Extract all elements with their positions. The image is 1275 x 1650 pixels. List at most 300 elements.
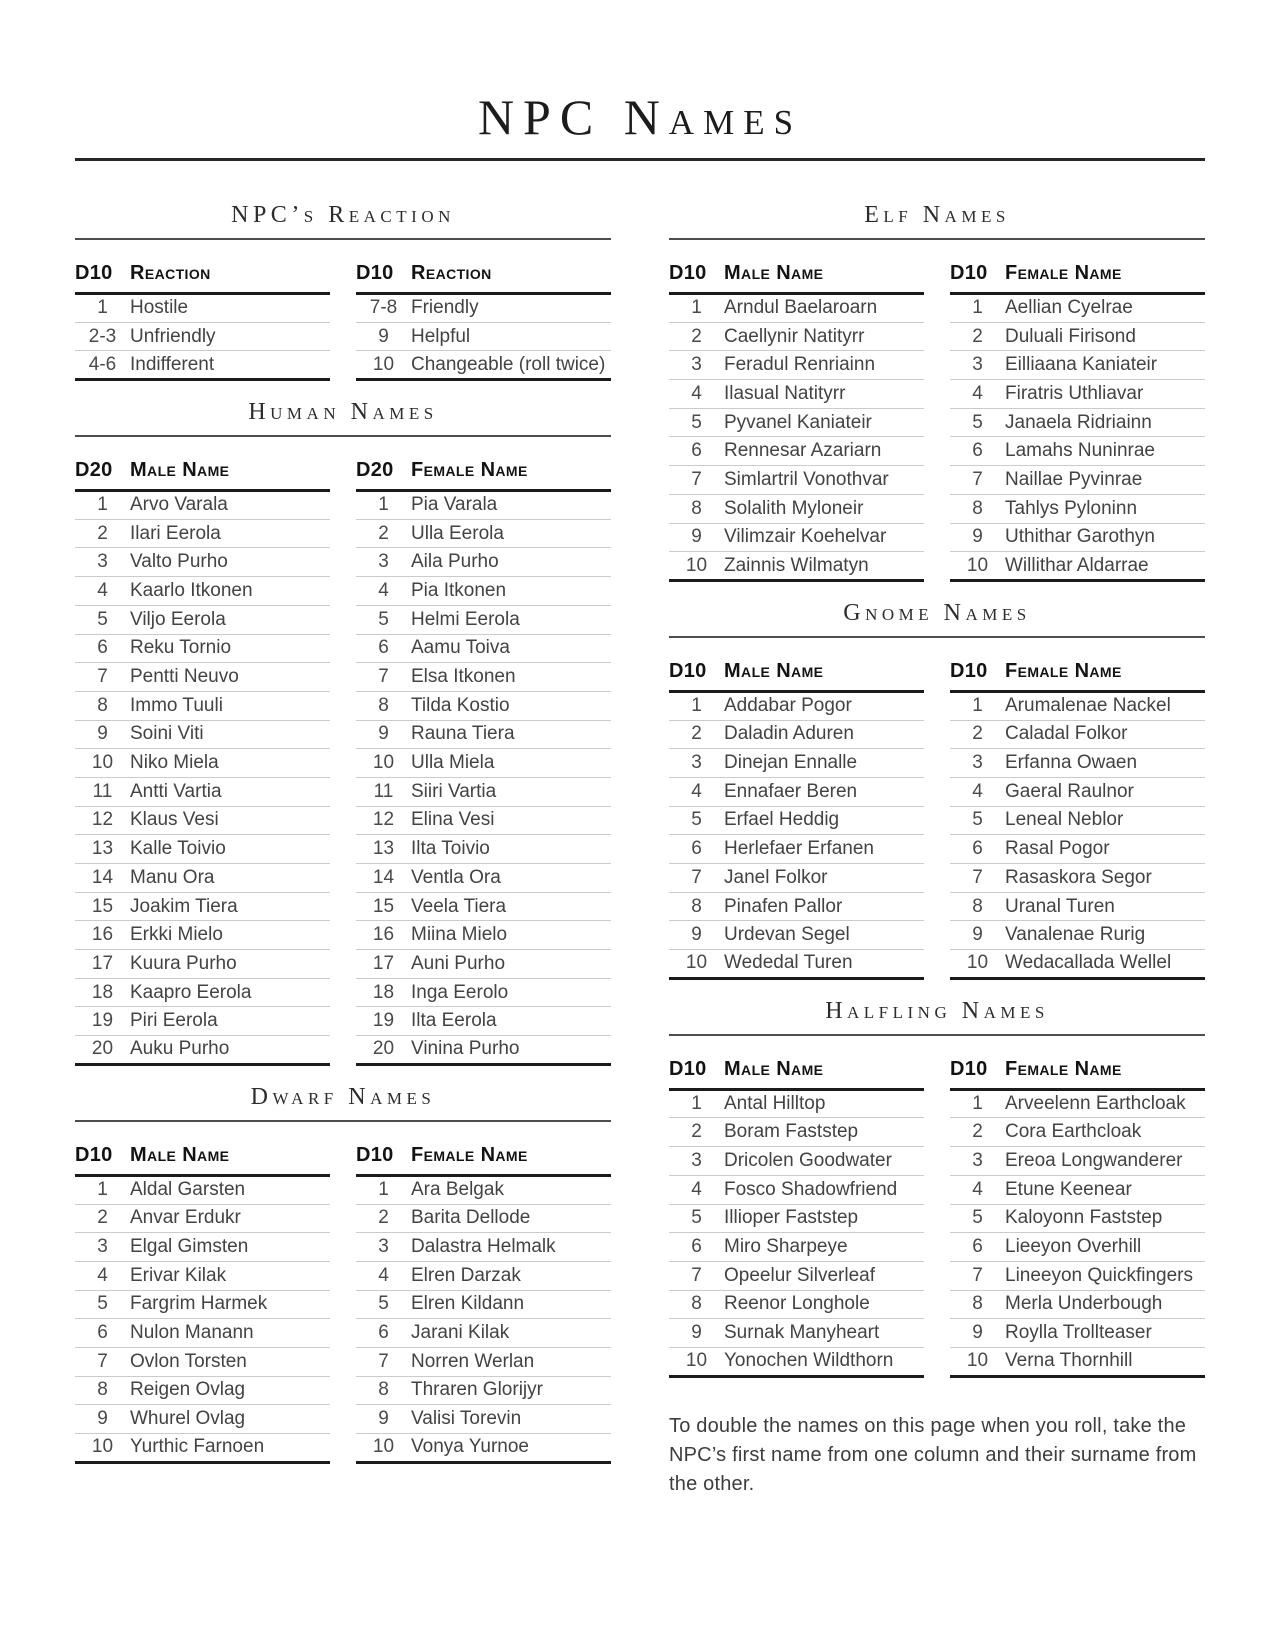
table-row <box>669 1175 924 1204</box>
name-cell: Roylla Trollteaser <box>1005 1322 1152 1344</box>
header-row <box>950 262 1205 294</box>
table-row <box>950 1147 1205 1176</box>
table-row <box>950 950 1205 979</box>
table-row <box>669 777 924 806</box>
table-row <box>950 408 1205 437</box>
roll-cell: 3 <box>691 1149 702 1171</box>
name-header: Male Name <box>724 262 824 284</box>
name-cell: Janaela Ridriainn <box>1005 411 1152 433</box>
roll-cell: 6 <box>691 440 702 462</box>
name-header: Female Name <box>411 1143 528 1166</box>
roll-cell: 2 <box>972 325 983 347</box>
roll-cell: 19 <box>91 1010 114 1032</box>
name-cell: Valto Purho <box>130 551 228 573</box>
name-cell: Miro Sharpeye <box>724 1236 848 1258</box>
table-row <box>75 1204 330 1233</box>
name-cell: Helmi Eerola <box>411 608 520 630</box>
name-cell: Cora Earthcloak <box>1005 1121 1142 1143</box>
name-cell: Reenor Longhole <box>724 1293 870 1315</box>
header-row <box>356 1144 611 1176</box>
roll-cell: 15 <box>91 895 114 917</box>
roll-cell: 2 <box>378 1207 389 1229</box>
table-row <box>669 351 924 380</box>
name-cell: Pia Itkonen <box>411 579 507 601</box>
table-row <box>669 864 924 893</box>
name-cell: Gaeral Raulnor <box>1005 780 1134 802</box>
table-row <box>669 466 924 495</box>
roll-cell: 20 <box>91 1038 114 1060</box>
name-cell: Miina Mielo <box>411 924 508 946</box>
table-row <box>950 523 1205 552</box>
name-cell: Yonochen Wildthorn <box>724 1350 894 1372</box>
name-cell: Wedacallada Wellel <box>1005 952 1172 974</box>
roll-cell: 2 <box>972 723 983 745</box>
name-header: Male Name <box>130 1143 230 1166</box>
name-cell: Rauna Tiera <box>411 723 515 745</box>
roll-cell: 2 <box>378 522 389 544</box>
table-body <box>75 294 330 380</box>
table-row <box>75 1007 330 1036</box>
section-title: Dwarf Names <box>250 1083 436 1110</box>
roll-cell: 7 <box>97 666 108 688</box>
name-cell: Eilliaana Kaniateir <box>1005 354 1158 376</box>
table-row <box>356 950 611 979</box>
table-row <box>669 1204 924 1233</box>
name-cell: Addabar Pogor <box>724 695 852 717</box>
name-cell: Feradul Renriainn <box>724 354 876 376</box>
table-row <box>669 1118 924 1147</box>
roll-cell: 6 <box>972 1236 983 1258</box>
name-cell: Ovlon Torsten <box>130 1350 247 1372</box>
table-row <box>950 1118 1205 1147</box>
table-row <box>669 322 924 351</box>
roll-cell: 17 <box>91 952 114 974</box>
table-row <box>75 1405 330 1434</box>
table-row <box>669 494 924 523</box>
roll-cell: 9 <box>691 526 702 548</box>
tables-row <box>669 660 1205 980</box>
roll-cell: 5 <box>97 608 108 630</box>
roll-cell: 10 <box>91 752 114 774</box>
name-cell: Inga Eerolo <box>411 981 509 1003</box>
name-cell: Solalith Myloneir <box>724 497 864 519</box>
name-cell: Klaus Vesi <box>130 809 219 831</box>
name-cell: Ara Belgak <box>411 1179 504 1201</box>
roll-cell: 18 <box>372 981 395 1003</box>
name-cell: Anvar Erdukr <box>130 1207 241 1229</box>
name-cell: Whurel Ovlag <box>130 1408 246 1430</box>
table-row <box>950 1319 1205 1348</box>
header-row <box>356 459 611 491</box>
name-header: Female Name <box>411 459 528 482</box>
name-cell: Aellian Cyelrae <box>1005 297 1133 319</box>
roll-cell: 17 <box>372 952 395 974</box>
roll-cell: 10 <box>685 952 708 974</box>
name-cell: Dinejan Ennalle <box>724 752 858 774</box>
name-cell: Viljo Eerola <box>130 608 226 630</box>
table-row <box>75 519 330 548</box>
roll-cell: 7 <box>97 1350 108 1372</box>
die-header: D10 <box>356 262 394 284</box>
roll-cell: 1 <box>972 297 983 319</box>
name-cell: Uthithar Garothyn <box>1005 526 1155 548</box>
name-cell: Piri Eerola <box>130 1010 218 1032</box>
table-head <box>356 262 611 294</box>
name-cell: Niko Miela <box>130 752 219 774</box>
name-cell: Surnak Manyheart <box>724 1322 880 1344</box>
roll-cell: 5 <box>691 1207 702 1229</box>
table-row <box>75 921 330 950</box>
roll-cell: 8 <box>378 694 389 716</box>
roll-cell: 10 <box>372 752 395 774</box>
name-cell: Hostile <box>130 297 189 319</box>
table-row <box>75 634 330 663</box>
table-row <box>75 864 330 893</box>
roll-cell: 8 <box>972 1293 983 1315</box>
roll-cell: 8 <box>97 1379 108 1401</box>
title-rule <box>75 158 1205 161</box>
name-cell: Barita Dellode <box>411 1207 531 1229</box>
name-cell: Leneal Neblor <box>1005 809 1124 831</box>
roll-cell: 1 <box>97 494 108 516</box>
name-header: Reaction <box>411 262 492 284</box>
roll-cell: 16 <box>372 924 395 946</box>
roll-cell: 6 <box>691 838 702 860</box>
roll-cell: 7 <box>378 1350 389 1372</box>
table-row <box>356 1007 611 1036</box>
name-cell: Kuura Purho <box>130 952 237 974</box>
roll-cell: 8 <box>972 497 983 519</box>
roll-cell: 2 <box>691 325 702 347</box>
section-rule <box>75 1120 611 1122</box>
roll-cell: 18 <box>91 981 114 1003</box>
name-cell: Duluali Firisond <box>1005 325 1136 347</box>
name-cell: Kaapro Eerola <box>130 981 252 1003</box>
table-row <box>950 1175 1205 1204</box>
name-cell: Tahlys Pyloninn <box>1005 497 1138 519</box>
table-row <box>950 1290 1205 1319</box>
table-row <box>950 691 1205 720</box>
roll-cell: 5 <box>972 411 983 433</box>
table-head <box>950 1058 1205 1090</box>
table-row <box>356 605 611 634</box>
table-row <box>669 1261 924 1290</box>
table-head <box>669 262 924 294</box>
name-cell: Vanalenae Rurig <box>1005 924 1146 946</box>
section-rule <box>669 238 1205 240</box>
table-row <box>669 921 924 950</box>
name-cell: Arndul Baelaroarn <box>724 297 878 319</box>
table-row <box>950 720 1205 749</box>
table-row <box>356 978 611 1007</box>
table-head <box>75 262 330 294</box>
roll-cell: 2 <box>97 1207 108 1229</box>
tables-row <box>669 262 1205 582</box>
name-header: Male Name <box>724 1057 824 1080</box>
name-cell: Vilimzair Koehelvar <box>724 526 887 548</box>
name-cell: Elgal Gimsten <box>130 1236 249 1258</box>
table-row <box>950 494 1205 523</box>
table-row <box>356 577 611 606</box>
section-title: Gnome Names <box>843 599 1031 626</box>
name-header: Male Name <box>724 659 824 682</box>
roll-cell: 2 <box>972 1121 983 1143</box>
table-body <box>356 1175 611 1462</box>
roll-cell: 5 <box>691 809 702 831</box>
roll-cell: 2 <box>691 723 702 745</box>
name-header: Female Name <box>1005 262 1122 284</box>
name-cell: Firatris Uthliavar <box>1005 382 1144 404</box>
page-title: NPC Names <box>477 89 803 145</box>
table-row <box>356 1290 611 1319</box>
section-rule <box>75 238 611 240</box>
name-cell: Lineeyon Quickfingers <box>1005 1264 1193 1286</box>
name-cell: Ilasual Natityrr <box>724 382 846 404</box>
name-cell: Daladin Aduren <box>724 723 854 745</box>
roll-cell: 2-3 <box>88 325 117 347</box>
table-row <box>356 921 611 950</box>
table-row <box>75 950 330 979</box>
table-row <box>669 1089 924 1118</box>
table-row <box>75 1347 330 1376</box>
roll-cell: 10 <box>966 554 989 576</box>
name-header: Female Name <box>1005 1057 1122 1080</box>
table-row <box>356 1347 611 1376</box>
roll-cell: 9 <box>691 924 702 946</box>
name-cell: Ulla Miela <box>411 752 495 774</box>
name-cell: Rasal Pogor <box>1005 838 1110 860</box>
name-cell: Ennafaer Beren <box>724 780 858 802</box>
roll-table <box>950 262 1205 582</box>
roll-cell: 6 <box>378 1322 389 1344</box>
table-row <box>75 577 330 606</box>
name-cell: Urdevan Segel <box>724 924 850 946</box>
name-cell: Rennesar Azariarn <box>724 440 882 462</box>
name-cell: Elren Kildann <box>411 1293 525 1315</box>
table-row <box>669 1319 924 1348</box>
die-header: D10 <box>669 659 707 682</box>
name-cell: Soini Viti <box>130 723 204 745</box>
name-cell: Manu Ora <box>130 866 215 888</box>
table-row <box>950 892 1205 921</box>
name-cell: Thraren Glorijyr <box>411 1379 543 1401</box>
name-cell: Aila Purho <box>411 551 499 573</box>
roll-cell: 7 <box>378 666 389 688</box>
die-header: D20 <box>356 459 394 482</box>
table-row <box>75 892 330 921</box>
table-row <box>75 978 330 1007</box>
roll-cell: 10 <box>372 1436 395 1458</box>
table-row <box>950 437 1205 466</box>
tables-row <box>669 1058 1205 1378</box>
roll-cell: 6 <box>972 440 983 462</box>
table-row <box>669 1233 924 1262</box>
table-row <box>75 1175 330 1204</box>
name-cell: Veela Tiera <box>411 895 507 917</box>
table-row <box>669 892 924 921</box>
roll-cell: 1 <box>378 494 389 516</box>
columns <box>75 201 1205 1499</box>
table-row <box>950 294 1205 323</box>
table-row <box>356 322 611 351</box>
roll-cell: 14 <box>91 866 114 888</box>
name-cell: Valisi Torevin <box>411 1408 522 1430</box>
roll-cell: 1 <box>378 1179 389 1201</box>
header-row <box>356 262 611 294</box>
table-row <box>356 519 611 548</box>
section-title: Halfling Names <box>825 997 1049 1024</box>
section-title: NPC’s Reaction <box>231 202 455 228</box>
name-cell: Uranal Turen <box>1005 895 1115 917</box>
table-row <box>950 749 1205 778</box>
roll-cell: 12 <box>372 809 395 831</box>
roll-table <box>669 262 924 582</box>
roll-cell: 2 <box>97 522 108 544</box>
table-row <box>75 294 330 323</box>
name-cell: Helpful <box>411 325 471 347</box>
roll-cell: 3 <box>97 551 108 573</box>
header-row <box>75 262 330 294</box>
table-row <box>75 322 330 351</box>
section-human-names <box>75 398 611 1066</box>
section-title: Human Names <box>248 399 438 426</box>
roll-cell: 4 <box>378 1264 389 1286</box>
table-row <box>356 294 611 323</box>
left-column <box>75 201 611 1499</box>
name-cell: Antti Vartia <box>130 780 222 802</box>
roll-cell: 8 <box>972 895 983 917</box>
roll-cell: 4 <box>691 1178 702 1200</box>
table-row <box>75 663 330 692</box>
table-row <box>356 351 611 380</box>
roll-cell: 5 <box>691 411 702 433</box>
name-cell: Naillae Pyvinrae <box>1005 468 1143 490</box>
roll-cell: 20 <box>372 1038 395 1060</box>
name-cell: Elsa Itkonen <box>411 666 516 688</box>
table-body <box>950 691 1205 978</box>
name-cell: Arveelenn Earthcloak <box>1005 1093 1186 1115</box>
roll-table <box>75 262 330 381</box>
tables-row <box>75 262 611 381</box>
roll-cell: 3 <box>97 1236 108 1258</box>
name-cell: Reku Tornio <box>130 637 232 659</box>
table-row <box>75 351 330 380</box>
table-row <box>950 380 1205 409</box>
name-cell: Joakim Tiera <box>130 895 238 917</box>
roll-table <box>950 1058 1205 1378</box>
section-rule <box>669 636 1205 638</box>
name-cell: Changeable (roll twice) <box>411 353 606 375</box>
roll-cell: 10 <box>91 1436 114 1458</box>
roll-cell: 9 <box>378 325 389 347</box>
roll-table <box>75 459 330 1066</box>
name-cell: Arvo Varala <box>130 494 228 516</box>
tables-row <box>75 459 611 1066</box>
roll-cell: 3 <box>691 354 702 376</box>
table-row <box>75 835 330 864</box>
name-cell: Zainnis Wilmatyn <box>724 554 869 576</box>
table-row <box>669 380 924 409</box>
die-header: D10 <box>75 262 113 284</box>
name-cell: Etune Keenear <box>1005 1178 1132 1200</box>
name-cell: Pentti Neuvo <box>130 666 239 688</box>
table-row <box>950 1089 1205 1118</box>
table-row <box>669 1147 924 1176</box>
header-row <box>75 1144 330 1176</box>
name-cell: Kaarlo Itkonen <box>130 579 253 601</box>
table-body <box>356 294 611 380</box>
table-row <box>356 806 611 835</box>
table-row <box>75 1319 330 1348</box>
roll-table <box>669 1058 924 1378</box>
name-cell: Wededal Turen <box>724 952 853 974</box>
roll-cell: 3 <box>972 354 983 376</box>
name-cell: Ilta Toivio <box>411 838 490 860</box>
section-gnome-names <box>669 599 1205 980</box>
roll-cell: 10 <box>685 1350 708 1372</box>
name-cell: Tilda Kostio <box>411 694 510 716</box>
roll-cell: 3 <box>378 1236 389 1258</box>
die-header: D10 <box>950 659 988 682</box>
name-header: Reaction <box>130 262 211 284</box>
name-cell: Caladal Folkor <box>1005 723 1128 745</box>
table-head <box>75 1144 330 1176</box>
name-header: Male Name <box>130 459 230 482</box>
name-cell: Verna Thornhill <box>1005 1350 1133 1372</box>
table-body <box>356 491 611 1065</box>
roll-cell: 7 <box>972 1264 983 1286</box>
table-row <box>950 1204 1205 1233</box>
roll-cell: 7 <box>691 1264 702 1286</box>
die-header: D10 <box>669 262 707 284</box>
roll-cell: 9 <box>972 526 983 548</box>
table-row <box>356 1319 611 1348</box>
name-cell: Auni Purho <box>411 952 506 974</box>
roll-cell: 16 <box>91 924 114 946</box>
name-cell: Vinina Purho <box>411 1038 520 1060</box>
name-cell: Illioper Faststep <box>724 1207 859 1229</box>
name-cell: Janel Folkor <box>724 866 828 888</box>
section-halfling-names <box>669 997 1205 1378</box>
roll-cell: 9 <box>97 723 108 745</box>
name-cell: Ventla Ora <box>411 866 501 888</box>
roll-cell: 9 <box>378 723 389 745</box>
name-cell: Erfanna Owaen <box>1005 752 1138 774</box>
table-body <box>669 1089 924 1376</box>
name-cell: Reigen Ovlag <box>130 1379 246 1401</box>
roll-table <box>356 459 611 1066</box>
roll-table <box>75 1144 330 1464</box>
roll-cell: 8 <box>97 694 108 716</box>
name-cell: Ulla Eerola <box>411 522 504 544</box>
table-head <box>356 1144 611 1176</box>
name-header: Female Name <box>1005 659 1122 682</box>
die-header: D10 <box>950 1057 988 1080</box>
name-cell: Nulon Manann <box>130 1322 254 1344</box>
name-cell: Simlartril Vonothvar <box>724 468 889 490</box>
roll-cell: 10 <box>372 353 395 375</box>
name-cell: Elren Darzak <box>411 1264 521 1286</box>
table-row <box>356 777 611 806</box>
table-row <box>356 1175 611 1204</box>
table-head <box>950 262 1205 294</box>
table-row <box>75 691 330 720</box>
name-cell: Vonya Yurnoe <box>411 1436 529 1458</box>
name-cell: Antal Hilltop <box>724 1093 826 1115</box>
table-row <box>669 408 924 437</box>
die-header: D10 <box>356 1143 394 1166</box>
roll-cell: 3 <box>378 551 389 573</box>
